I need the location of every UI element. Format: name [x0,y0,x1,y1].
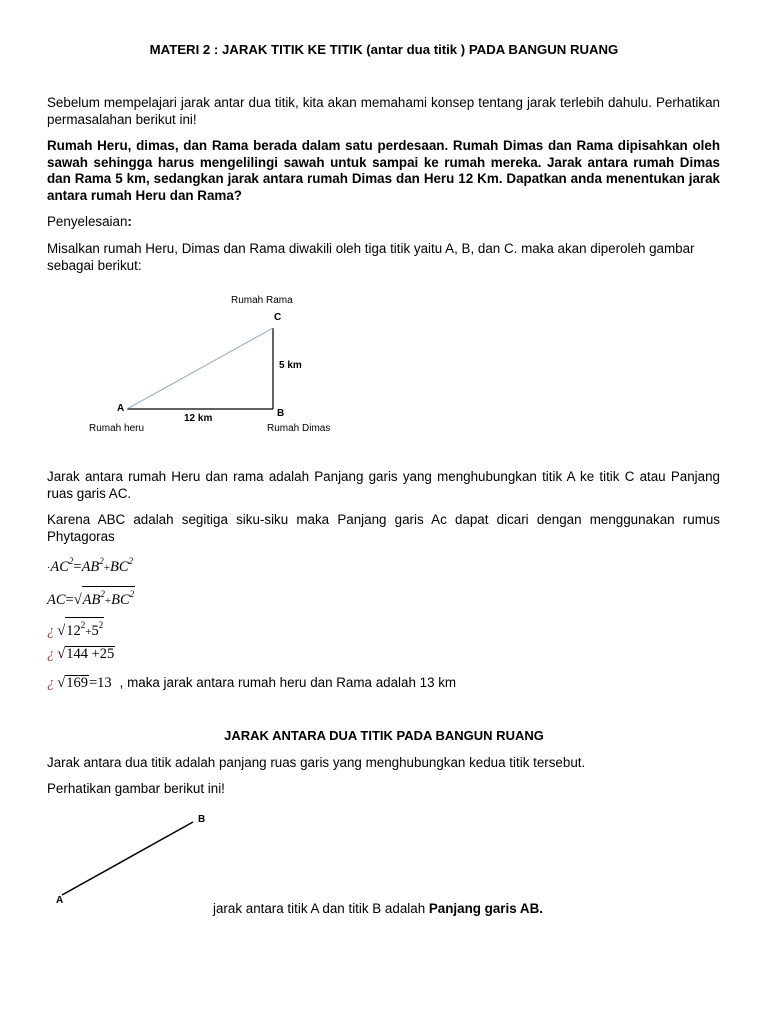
formula-exponent: 2 [98,620,104,630]
root-sign: √ [57,675,66,691]
section-2-definition: Jarak antara dua titik adalah panjang ruas garis yang menghubungkan kedua titik tersebut. [47,755,586,770]
point-a-label: A [117,403,125,414]
side-bc-label: 5 km [279,360,302,371]
point-b-label: B [277,408,285,419]
label-rumah-rama: Rumah Rama [231,295,293,306]
solution-colon: : [127,214,132,229]
formula-conclusion: , maka jarak antara rumah heru dan Rama adalah 13 km [119,675,457,690]
point-b2-label: B [198,814,206,825]
pythagoras-paragraph: Karena ABC adalah segitiga siku-siku maka Panjang garis Ac dapat dicari dengan menggunakan rumus Phytagoras [47,512,720,544]
radical [82,586,135,608]
segment-ab-2 [62,822,193,895]
formula-operator: + [85,626,92,638]
formula-term: AB [82,592,101,608]
point-a2-label: A [56,895,64,906]
formula-line-4 [47,646,115,663]
problem-paragraph: Rumah Heru, dimas, dan Rama berada dalam satu perdesaan. Rumah Dimas dan Rama dipisahkan oleh sawah sehingga harus mengelilingi sawah untuk sampai ke rumah mereka. Jarak antara rumah Dimas dan Rama 5 km, sedangkan jarak antara rumah Dimas dan Heru 12 Km. Dapatkan anda menentukan jarak antara rumah Heru dan Rama? [47,138,720,203]
rendering-glyph: ¿ [47,623,55,639]
segment-ac [127,328,273,409]
formula-line-2 [47,586,135,609]
formula-operator: =√ [65,592,82,608]
radical: 144 +25 [66,646,115,662]
intro-paragraph: Sebelum mempelajari jarak antar dua titik, kita akan memahami konsep tentang jarak terlebih dahulu. Perhatikan permasalahan berikut ini! [47,95,720,127]
formula-bullet: · [47,563,51,574]
side-ab-label: 12 km [184,413,213,424]
formula-operator: + [104,595,112,607]
formula-term: BC [111,592,130,608]
rendering-glyph: ¿ [47,646,55,662]
formula-exponent: 2 [68,556,74,566]
formula-result: =13 [88,675,112,691]
formula-exponent: 2 [128,556,134,566]
section-2-instruction: Perhatikan gambar berikut ini! [47,781,225,796]
formula-line-1 [47,556,133,576]
section-2-title: JARAK ANTARA DUA TITIK PADA BANGUN RUANG [224,728,544,743]
formula-line-3 [47,617,104,640]
model-paragraph: Misalkan rumah Heru, Dimas dan Rama diwakili oleh tiga titik yaitu A, B, dan C. maka akan diperoleh gambar sebagai berikut: [47,241,695,273]
formula-operator: = [73,559,82,575]
formula-exponent: 2 [99,556,104,566]
formula-line-5 [47,675,456,692]
solution-label: Penyelesaian [47,214,128,229]
page-title: MATERI 2 : JARAK TITIK KE TITIK (antar dua titik ) PADA BANGUN RUANG [149,42,619,57]
distance-paragraph: Jarak antara rumah Heru dan rama adalah Panjang garis yang menghubungkan titik A ke titik C atau Panjang ruas garis AC. [47,469,720,501]
final-statement-bold: Panjang garis AB. [428,901,543,916]
formula-term: AB [81,559,100,575]
label-rumah-heru: Rumah heru [89,423,145,434]
radical: 169 [66,675,88,691]
formula-term: BC [110,559,129,575]
formula-exponent: 2 [100,589,105,599]
rendering-glyph: ¿ [47,675,55,691]
label-rumah-dimas: Rumah Dimas [267,423,331,434]
final-statement-text: jarak antara titik A dan titik B adalah [213,901,429,916]
formula-term: AC [47,592,66,608]
point-c-label: C [274,312,282,323]
formula-exponent: 2 [80,620,86,630]
formula-term: AC [50,559,69,575]
radical [65,617,104,639]
root-sign: √ [57,646,66,662]
formula-exponent: 2 [129,589,135,599]
formula-operator: + [103,562,110,574]
final-statement [213,901,543,916]
formula-term: 12 [66,623,81,639]
root-sign: √ [57,623,66,639]
formula-term: 5 [91,623,99,639]
